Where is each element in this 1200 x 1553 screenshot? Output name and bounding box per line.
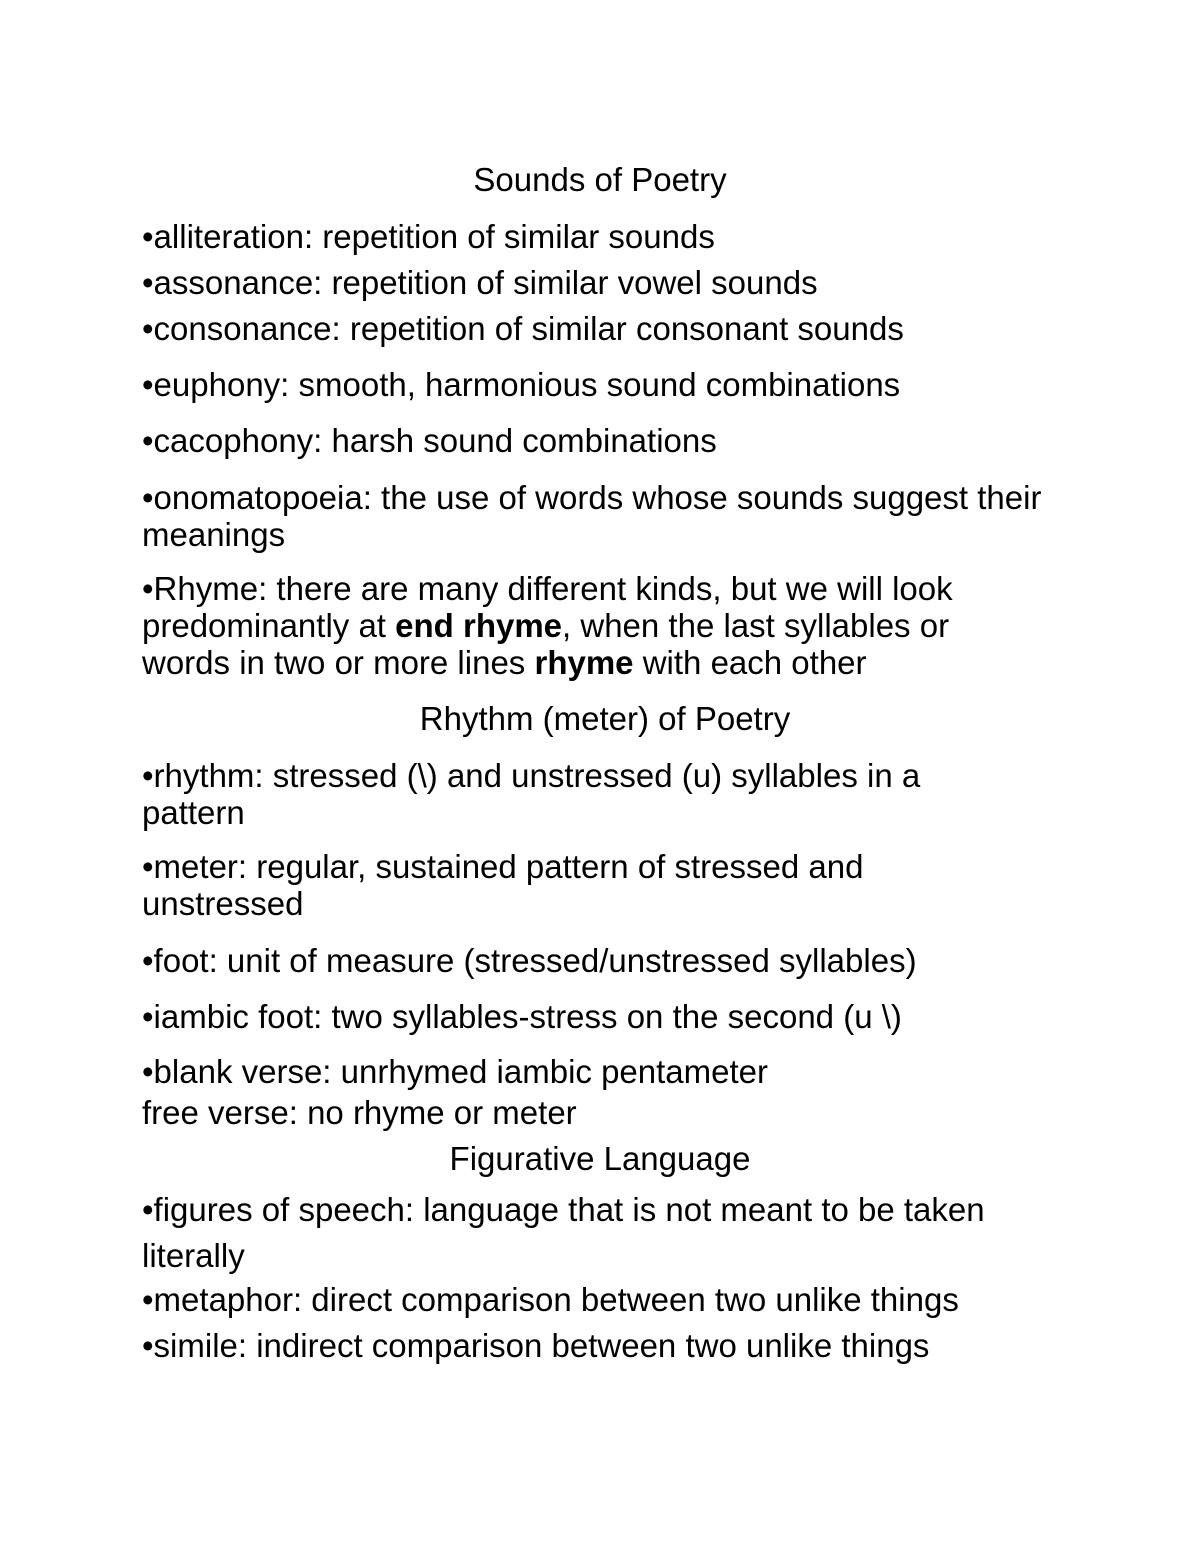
item-rhyme-text-c: with each other bbox=[633, 644, 867, 681]
item-assonance: •assonance: repetition of similar vowel sounds bbox=[142, 264, 818, 301]
section-heading-rhythm: Rhythm (meter) of Poetry bbox=[419, 700, 791, 737]
item-rhythm: •rhythm: stressed (\) and unstressed (u) syllables in a pattern bbox=[142, 757, 921, 831]
item-blank-verse: •blank verse: unrhymed iambic pentameter bbox=[142, 1053, 769, 1090]
item-free-verse: free verse: no rhyme or meter bbox=[142, 1094, 577, 1131]
item-alliteration: •alliteration: repetition of similar sounds bbox=[142, 218, 715, 255]
item-rhyme-bold-end-rhyme: end rhyme bbox=[395, 607, 563, 644]
item-simile: •simile: indirect comparison between two unlike things bbox=[142, 1327, 930, 1364]
item-figures-of-speech: •figures of speech: language that is not meant to be taken literally bbox=[142, 1191, 985, 1274]
section-heading-sounds: Sounds of Poetry bbox=[473, 161, 727, 198]
item-rhyme bbox=[142, 570, 1042, 681]
item-rhyme-bold-rhyme: rhyme bbox=[534, 644, 634, 681]
item-onomatopoeia: •onomatopoeia: the use of words whose sounds suggest their meanings bbox=[142, 479, 1042, 553]
section-heading-figurative: Figurative Language bbox=[449, 1140, 751, 1177]
item-metaphor: •metaphor: direct comparison between two unlike things bbox=[142, 1281, 959, 1318]
item-foot: •foot: unit of measure (stressed/unstressed syllables) bbox=[142, 942, 917, 979]
item-rhyme-text-b: , when the last syllables or words in two or more lines bbox=[142, 607, 950, 681]
item-euphony: •euphony: smooth, harmonious sound combinations bbox=[142, 366, 901, 403]
item-cacophony: •cacophony: harsh sound combinations bbox=[142, 422, 717, 459]
item-iambic-foot: •iambic foot: two syllables-stress on the second (u \) bbox=[142, 998, 902, 1035]
item-meter: •meter: regular, sustained pattern of stressed and unstressed bbox=[142, 848, 864, 922]
item-consonance: •consonance: repetition of similar consonant sounds bbox=[142, 310, 904, 347]
item-rhyme-text-a: •Rhyme: there are many different kinds, but we will look predominantly at bbox=[142, 570, 953, 644]
